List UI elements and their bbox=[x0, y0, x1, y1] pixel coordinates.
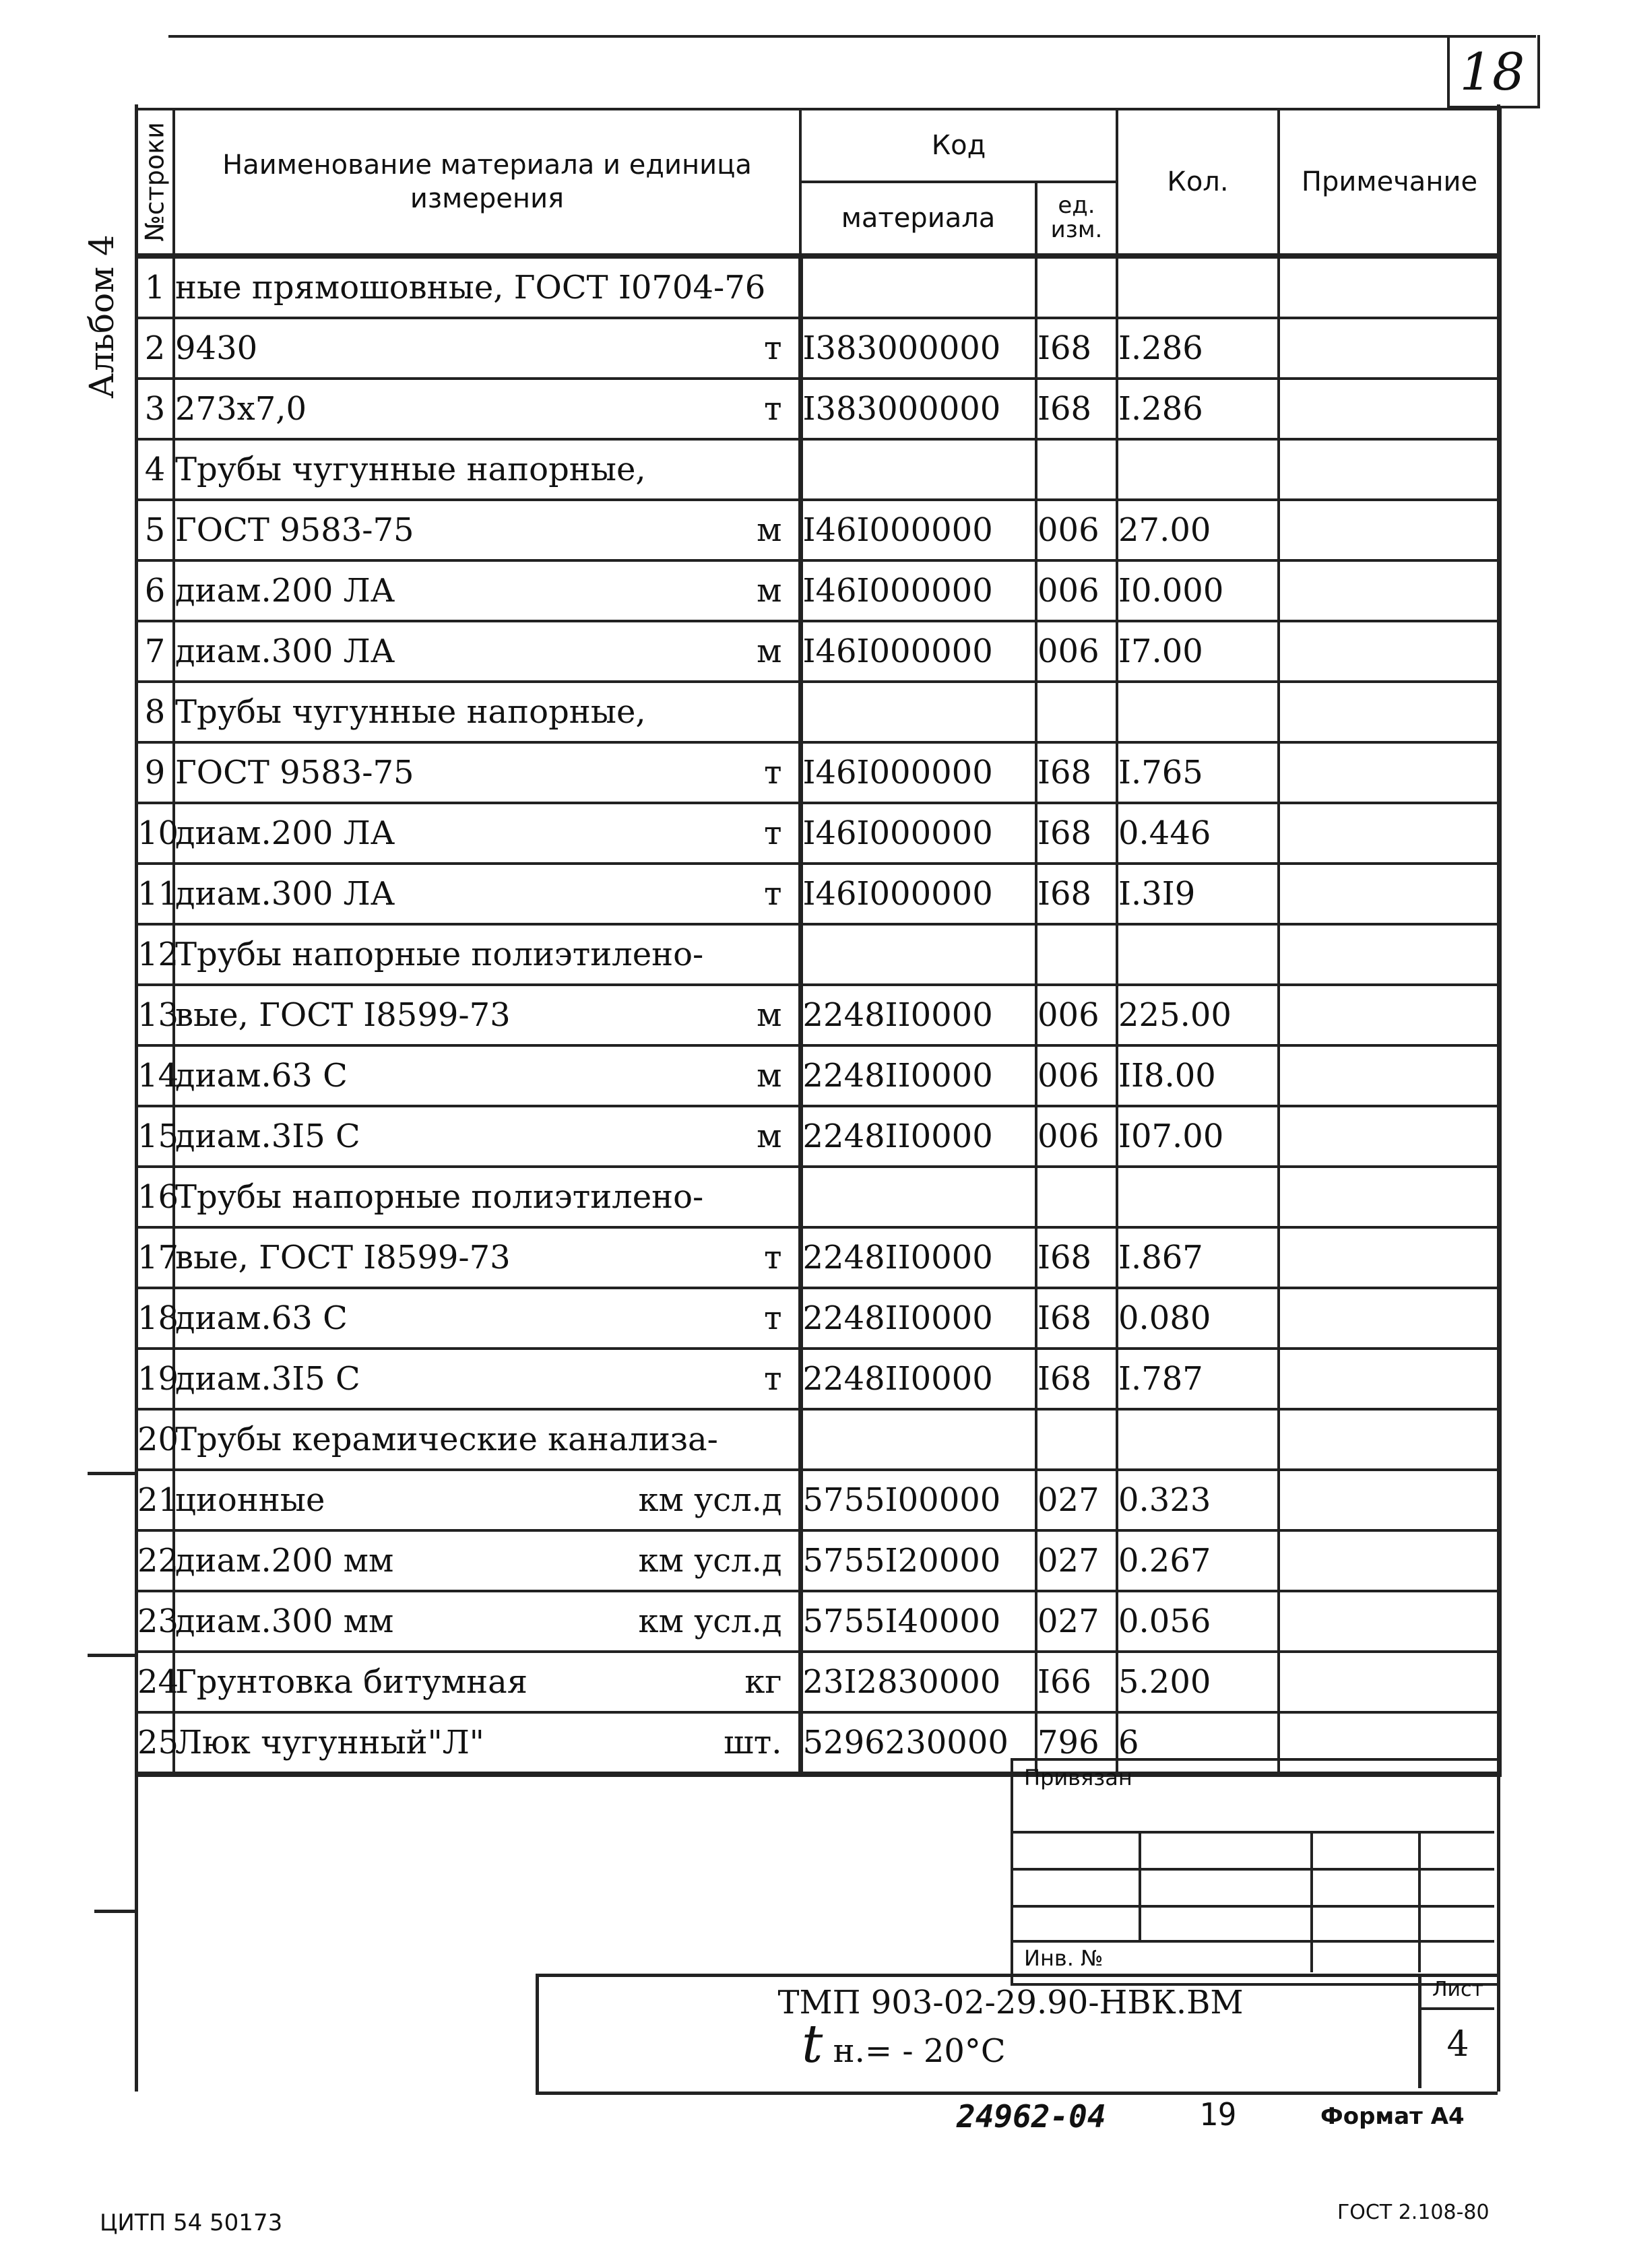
unit-label: км усл.д bbox=[638, 1602, 782, 1640]
page-number: 18 bbox=[1459, 42, 1525, 102]
note-cell bbox=[1279, 1227, 1500, 1288]
material-name: Трубы напорные полиэтилено- bbox=[175, 936, 704, 973]
quantity-cell: I.867 bbox=[1117, 1227, 1279, 1288]
design-temperature bbox=[802, 2014, 1139, 2075]
header-row-no: №строки bbox=[136, 109, 174, 256]
row-number-cell: 8 bbox=[136, 682, 174, 742]
header-material: материала bbox=[800, 182, 1036, 256]
note-cell bbox=[1279, 864, 1500, 924]
row-number-cell: 18 bbox=[136, 1288, 174, 1349]
unit-code-cell bbox=[1036, 682, 1117, 742]
unit-label: т bbox=[763, 1360, 782, 1398]
note-cell bbox=[1279, 379, 1500, 439]
note-cell bbox=[1279, 1652, 1500, 1712]
table-row bbox=[136, 1045, 1500, 1106]
table-row bbox=[136, 379, 1500, 439]
quantity-cell bbox=[1117, 924, 1279, 985]
material-name-cell bbox=[174, 1045, 800, 1106]
material-code-cell: 2248II0000 bbox=[800, 1045, 1036, 1106]
binding-tick bbox=[94, 1910, 138, 1913]
row-number-cell: 1 bbox=[136, 256, 174, 318]
note-cell bbox=[1279, 924, 1500, 985]
unit-code-cell: 796 bbox=[1036, 1712, 1117, 1774]
row-number-cell: 24 bbox=[136, 1652, 174, 1712]
material-name-cell bbox=[174, 1227, 800, 1288]
material-code-cell: I46I000000 bbox=[800, 621, 1036, 682]
material-name: Трубы чугунные напорные, bbox=[175, 451, 646, 488]
note-cell bbox=[1279, 803, 1500, 864]
material-name-cell bbox=[174, 1591, 800, 1652]
note-cell bbox=[1279, 621, 1500, 682]
material-code-cell: 2248II0000 bbox=[800, 1227, 1036, 1288]
material-code-cell: I383000000 bbox=[800, 379, 1036, 439]
unit-label: м bbox=[757, 1117, 782, 1155]
material-name: диам.300 мм bbox=[175, 1602, 394, 1640]
quantity-cell: I07.00 bbox=[1117, 1106, 1279, 1167]
stamp-grid bbox=[1011, 1831, 1494, 1943]
unit-label: кг bbox=[744, 1663, 782, 1701]
row-number-cell: 16 bbox=[136, 1167, 174, 1227]
table-row bbox=[136, 1349, 1500, 1409]
material-name: Трубы напорные полиэтилено- bbox=[175, 1178, 704, 1216]
note-cell bbox=[1279, 1409, 1500, 1470]
unit-code-cell: 006 bbox=[1036, 560, 1117, 621]
unit-code-cell bbox=[1036, 1409, 1117, 1470]
unit-code-cell: I68 bbox=[1036, 742, 1117, 803]
quantity-cell: I.286 bbox=[1117, 318, 1279, 379]
unit-label: м bbox=[757, 1057, 782, 1095]
note-cell bbox=[1279, 1167, 1500, 1227]
material-name-cell bbox=[174, 1167, 800, 1227]
table-row bbox=[136, 985, 1500, 1045]
quantity-cell: 0.446 bbox=[1117, 803, 1279, 864]
quantity-cell: 0.056 bbox=[1117, 1591, 1279, 1652]
material-name: диам.300 ЛА bbox=[175, 875, 395, 913]
inv-no-label: Инв. № bbox=[1024, 1945, 1104, 1971]
table-row bbox=[136, 1470, 1500, 1530]
note-cell bbox=[1279, 1288, 1500, 1349]
note-cell bbox=[1279, 500, 1500, 560]
material-name-cell bbox=[174, 1652, 800, 1712]
material-code-cell: 23I2830000 bbox=[800, 1652, 1036, 1712]
row-number-cell: 17 bbox=[136, 1227, 174, 1288]
note-cell bbox=[1279, 682, 1500, 742]
material-name-cell bbox=[174, 803, 800, 864]
document-code: ТМП 903-02-29.90-НВК.ВМ bbox=[777, 1984, 1244, 2021]
material-name: диам.300 ЛА bbox=[175, 633, 395, 670]
org-code: ЦИТП 54 50173 bbox=[100, 2209, 283, 2236]
gost-reference: ГОСТ 2.108-80 bbox=[1337, 2201, 1490, 2224]
material-code-cell bbox=[800, 439, 1036, 500]
format-label: Формат А4 bbox=[1320, 2103, 1465, 2130]
row-number-cell: 13 bbox=[136, 985, 174, 1045]
material-name: ГОСТ 9583-75 bbox=[175, 511, 414, 549]
material-code-cell: I46I000000 bbox=[800, 864, 1036, 924]
material-name-cell bbox=[174, 1409, 800, 1470]
material-name: диам.3I5 С bbox=[175, 1360, 360, 1398]
unit-label: м bbox=[757, 572, 782, 610]
materials-table bbox=[135, 108, 1502, 1777]
row-number-cell: 11 bbox=[136, 864, 174, 924]
unit-code-cell bbox=[1036, 256, 1117, 318]
table-row bbox=[136, 682, 1500, 742]
table-row bbox=[136, 1227, 1500, 1288]
unit-label: км усл.д bbox=[638, 1481, 782, 1519]
table-row bbox=[136, 1167, 1500, 1227]
material-name: ционные bbox=[175, 1481, 325, 1519]
material-name: диам.200 ЛА bbox=[175, 814, 395, 852]
row-number-cell: 19 bbox=[136, 1349, 174, 1409]
material-name-cell bbox=[174, 1470, 800, 1530]
unit-label: м bbox=[757, 996, 782, 1034]
table-row bbox=[136, 742, 1500, 803]
material-code-cell: 2248II0000 bbox=[800, 1106, 1036, 1167]
album-label-text: Альбом 4 bbox=[82, 234, 121, 399]
temperature-value: н.= - 20°С bbox=[833, 2032, 1006, 2070]
unit-label: км усл.д bbox=[638, 1542, 782, 1580]
note-cell bbox=[1279, 1470, 1500, 1530]
quantity-cell bbox=[1117, 682, 1279, 742]
unit-label: шт. bbox=[724, 1724, 782, 1761]
unit-code-cell: I68 bbox=[1036, 1227, 1117, 1288]
material-name: Грунтовка битумная bbox=[175, 1663, 528, 1701]
material-name: Трубы чугунные напорные, bbox=[175, 693, 646, 731]
quantity-cell bbox=[1117, 439, 1279, 500]
material-code-cell bbox=[800, 924, 1036, 985]
material-name-cell bbox=[174, 1712, 800, 1774]
row-number-cell: 3 bbox=[136, 379, 174, 439]
quantity-cell: II8.00 bbox=[1117, 1045, 1279, 1106]
binding-tick bbox=[88, 1654, 138, 1657]
quantity-cell: I0.000 bbox=[1117, 560, 1279, 621]
row-number-cell: 23 bbox=[136, 1591, 174, 1652]
table-row bbox=[136, 439, 1500, 500]
header-qty: Кол. bbox=[1117, 109, 1279, 256]
material-name: вые, ГОСТ I8599-73 bbox=[175, 1239, 511, 1276]
header-note: Примечание bbox=[1279, 109, 1500, 256]
quantity-cell: 6 bbox=[1117, 1712, 1279, 1774]
material-code-cell: 2248II0000 bbox=[800, 1288, 1036, 1349]
table-row bbox=[136, 924, 1500, 985]
material-name-cell bbox=[174, 864, 800, 924]
quantity-cell bbox=[1117, 1167, 1279, 1227]
unit-label: т bbox=[763, 390, 782, 428]
material-name-cell bbox=[174, 742, 800, 803]
unit-code-cell: 006 bbox=[1036, 621, 1117, 682]
note-cell bbox=[1279, 1045, 1500, 1106]
material-code-cell bbox=[800, 1167, 1036, 1227]
quantity-cell: 0.323 bbox=[1117, 1470, 1279, 1530]
material-name-cell bbox=[174, 560, 800, 621]
material-code-cell: 2248II0000 bbox=[800, 1349, 1036, 1409]
quantity-cell bbox=[1117, 256, 1279, 318]
note-cell bbox=[1279, 1106, 1500, 1167]
unit-code-cell bbox=[1036, 1167, 1117, 1227]
note-cell bbox=[1279, 318, 1500, 379]
material-name-cell bbox=[174, 924, 800, 985]
unit-code-cell: 006 bbox=[1036, 1045, 1117, 1106]
page-reference: 19 bbox=[1199, 2096, 1237, 2133]
unit-code-cell: 027 bbox=[1036, 1530, 1117, 1591]
material-code-cell: I46I000000 bbox=[800, 500, 1036, 560]
material-code-cell: 5755I40000 bbox=[800, 1591, 1036, 1652]
table-row bbox=[136, 500, 1500, 560]
unit-code-cell bbox=[1036, 924, 1117, 985]
material-name: Трубы керамические канализа- bbox=[175, 1421, 718, 1458]
quantity-cell: I7.00 bbox=[1117, 621, 1279, 682]
sheet-divider bbox=[1418, 2007, 1494, 2010]
material-code-cell bbox=[800, 682, 1036, 742]
material-name: вые, ГОСТ I8599-73 bbox=[175, 996, 511, 1034]
material-code-cell: I46I000000 bbox=[800, 560, 1036, 621]
quantity-cell: I.787 bbox=[1117, 1349, 1279, 1409]
material-code-cell: I383000000 bbox=[800, 318, 1036, 379]
material-name: 273x7,0 bbox=[175, 390, 307, 428]
unit-label: т bbox=[763, 1239, 782, 1276]
table-row bbox=[136, 803, 1500, 864]
unit-label: т bbox=[763, 814, 782, 852]
top-border-line bbox=[168, 35, 1536, 38]
material-name: ные прямошовные, ГОСТ I0704-76 bbox=[175, 269, 766, 306]
unit-code-cell: 027 bbox=[1036, 1470, 1117, 1530]
note-cell bbox=[1279, 1349, 1500, 1409]
material-code-cell: I46I000000 bbox=[800, 803, 1036, 864]
unit-code-cell: 027 bbox=[1036, 1591, 1117, 1652]
table-row bbox=[136, 1106, 1500, 1167]
row-number-cell: 4 bbox=[136, 439, 174, 500]
note-cell bbox=[1279, 1591, 1500, 1652]
sheet-number: 4 bbox=[1446, 2024, 1469, 2065]
unit-label: т bbox=[763, 754, 782, 791]
material-code-cell: 5296230000 bbox=[800, 1712, 1036, 1774]
note-cell bbox=[1279, 560, 1500, 621]
unit-code-cell: 006 bbox=[1036, 1106, 1117, 1167]
temperature-symbol: t bbox=[802, 2014, 823, 2075]
quantity-cell: 0.080 bbox=[1117, 1288, 1279, 1349]
table-body bbox=[136, 256, 1500, 1774]
row-number-cell: 7 bbox=[136, 621, 174, 682]
material-name: диам.63 С bbox=[175, 1299, 348, 1337]
table-row bbox=[136, 1288, 1500, 1349]
table-row bbox=[136, 1530, 1500, 1591]
material-name: диам.63 С bbox=[175, 1057, 348, 1095]
table-row bbox=[136, 1591, 1500, 1652]
material-code-cell: 5755I00000 bbox=[800, 1470, 1036, 1530]
row-number-cell: 9 bbox=[136, 742, 174, 803]
material-name: диам.3I5 С bbox=[175, 1117, 360, 1155]
quantity-cell: I.3I9 bbox=[1117, 864, 1279, 924]
material-code-cell: I46I000000 bbox=[800, 742, 1036, 803]
unit-code-cell: I68 bbox=[1036, 1349, 1117, 1409]
binding-tick bbox=[88, 1472, 138, 1475]
header-code: Код bbox=[800, 109, 1117, 182]
unit-code-cell bbox=[1036, 439, 1117, 500]
note-cell bbox=[1279, 256, 1500, 318]
material-name-cell bbox=[174, 1349, 800, 1409]
row-number-cell: 20 bbox=[136, 1409, 174, 1470]
quantity-cell: I.765 bbox=[1117, 742, 1279, 803]
note-cell bbox=[1279, 1530, 1500, 1591]
row-number-cell: 5 bbox=[136, 500, 174, 560]
header-name: Наименование материала и единица измерения bbox=[174, 109, 800, 256]
material-name-cell bbox=[174, 985, 800, 1045]
material-name-cell bbox=[174, 621, 800, 682]
header-unit-code: ед. изм. bbox=[1036, 182, 1117, 256]
unit-label: м bbox=[757, 511, 782, 549]
row-number-cell: 15 bbox=[136, 1106, 174, 1167]
unit-code-cell: 006 bbox=[1036, 500, 1117, 560]
material-name: диам.200 мм bbox=[175, 1542, 394, 1580]
table-row bbox=[136, 1409, 1500, 1470]
material-name-cell bbox=[174, 439, 800, 500]
row-number-cell: 25 bbox=[136, 1712, 174, 1774]
material-name: Люк чугунный"Л" bbox=[175, 1724, 484, 1761]
table-row bbox=[136, 621, 1500, 682]
note-cell bbox=[1279, 985, 1500, 1045]
material-code-cell: 5755I20000 bbox=[800, 1530, 1036, 1591]
material-name-cell bbox=[174, 1530, 800, 1591]
note-cell bbox=[1279, 742, 1500, 803]
material-name-cell bbox=[174, 1106, 800, 1167]
note-cell bbox=[1279, 439, 1500, 500]
unit-code-cell: I68 bbox=[1036, 864, 1117, 924]
unit-label: т bbox=[763, 875, 782, 913]
row-number-cell: 10 bbox=[136, 803, 174, 864]
material-name-cell bbox=[174, 682, 800, 742]
sheet-label: Лист bbox=[1432, 1978, 1484, 2001]
table-row bbox=[136, 318, 1500, 379]
material-code-cell bbox=[800, 256, 1036, 318]
row-number-cell: 22 bbox=[136, 1530, 174, 1591]
table-row bbox=[136, 1652, 1500, 1712]
material-name-cell bbox=[174, 318, 800, 379]
order-number: 24962-04 bbox=[957, 2098, 1106, 2135]
material-name-cell bbox=[174, 256, 800, 318]
row-number-cell: 6 bbox=[136, 560, 174, 621]
quantity-cell: 27.00 bbox=[1117, 500, 1279, 560]
quantity-cell: 5.200 bbox=[1117, 1652, 1279, 1712]
unit-label: м bbox=[757, 633, 782, 670]
unit-code-cell: I66 bbox=[1036, 1652, 1117, 1712]
table-row bbox=[136, 256, 1500, 318]
quantity-cell: 0.267 bbox=[1117, 1530, 1279, 1591]
unit-code-cell: I68 bbox=[1036, 803, 1117, 864]
table-row bbox=[136, 864, 1500, 924]
table-row bbox=[136, 560, 1500, 621]
material-name-cell bbox=[174, 1288, 800, 1349]
unit-code-cell: I68 bbox=[1036, 379, 1117, 439]
material-code-cell: 2248II0000 bbox=[800, 985, 1036, 1045]
material-name: 9430 bbox=[175, 329, 258, 367]
material-name: диам.200 ЛА bbox=[175, 572, 395, 610]
unit-code-cell: I68 bbox=[1036, 1288, 1117, 1349]
quantity-cell: 225.00 bbox=[1117, 985, 1279, 1045]
row-number-cell: 2 bbox=[136, 318, 174, 379]
row-number-cell: 21 bbox=[136, 1470, 174, 1530]
unit-code-cell: I68 bbox=[1036, 318, 1117, 379]
quantity-cell: I.286 bbox=[1117, 379, 1279, 439]
unit-label: т bbox=[763, 1299, 782, 1337]
row-number-cell: 12 bbox=[136, 924, 174, 985]
material-name: ГОСТ 9583-75 bbox=[175, 754, 414, 791]
privyazan-label: Привязан bbox=[1024, 1765, 1132, 1790]
row-number-cell: 14 bbox=[136, 1045, 174, 1106]
material-code-cell bbox=[800, 1409, 1036, 1470]
material-name-cell bbox=[174, 500, 800, 560]
unit-code-cell: 006 bbox=[1036, 985, 1117, 1045]
material-name-cell bbox=[174, 379, 800, 439]
quantity-cell bbox=[1117, 1409, 1279, 1470]
unit-label: т bbox=[763, 329, 782, 367]
